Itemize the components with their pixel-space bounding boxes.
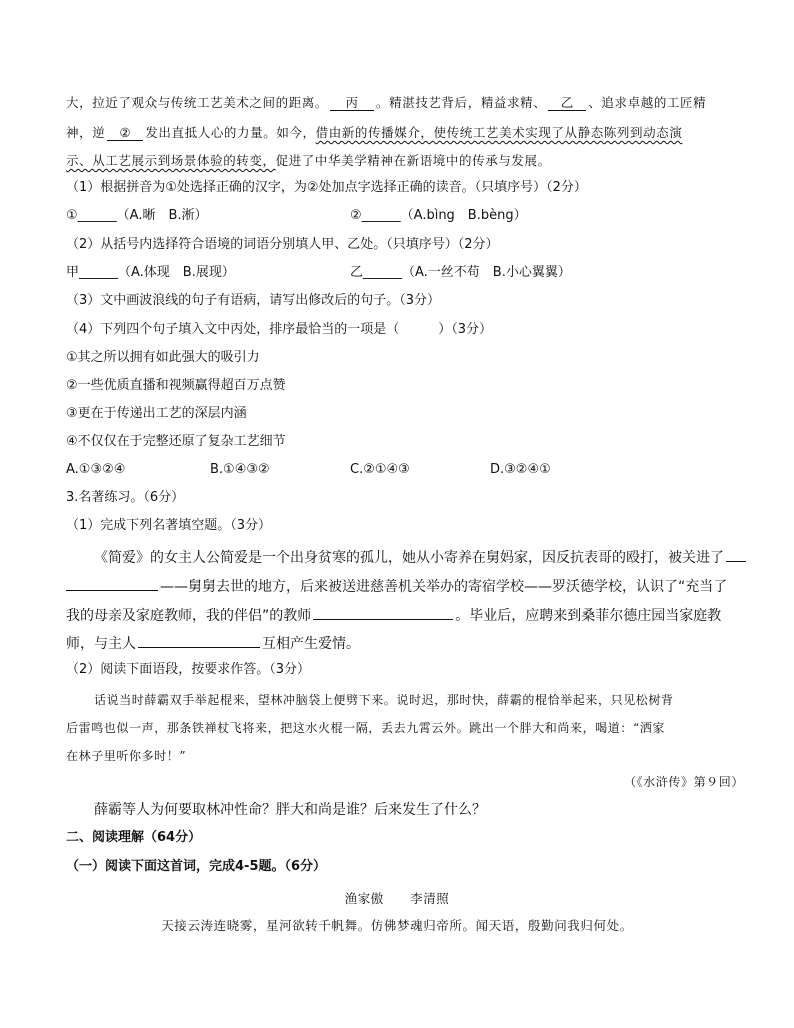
section-2-title: 二、阅读理解（64分） <box>66 830 202 845</box>
q3-title: 3.名著练习。（6分） <box>66 490 185 505</box>
fill-text: 《简爱》的女主人公简爱是一个出身贫寒的孤儿，她从小寄养在舅妈家，因反抗表哥的殴打，被关进了 <box>94 550 724 566</box>
fill-text: 师，与主人 <box>66 636 136 652</box>
blank-master[interactable] <box>138 647 260 648</box>
choice-c[interactable]: C.②①④③ <box>350 462 410 477</box>
section-2-sub-1: （一）阅读下面这首词，完成4-5题。（6分） <box>66 859 327 874</box>
q2-1-option-2[interactable]: ②______（A.bìng B.bèng） <box>350 208 527 223</box>
passage-text: 发出直抵人心的力量。如今， <box>145 125 316 140</box>
wavy-sentence-part1: 借由新的传播媒介，使传统工艺美术实现了从静态陈列到动态演 <box>315 125 683 140</box>
q3-1-title: （1）完成下列名著填空题。（3分） <box>66 518 272 533</box>
q2-2-option-2[interactable]: 乙______（A.一丝不苟 B.小心翼翼） <box>350 265 571 280</box>
passage-text: 神，逆 <box>66 125 106 140</box>
jane-eyre-line-2 <box>66 577 727 597</box>
passage-text: 促进了中华美学精神在新语境中的传承与发展。 <box>275 153 551 168</box>
blank-teacher[interactable] <box>313 619 453 620</box>
jane-eyre-line-4 <box>66 634 360 654</box>
fill-text: 互相产生爱情。 <box>262 636 360 652</box>
sentence-item: ③更在于传递出工艺的深层内涵 <box>66 406 247 421</box>
blank-bing[interactable]: 丙 <box>330 95 374 111</box>
sentence-item: ④不仅仅在于完整还原了复杂工艺细节 <box>66 434 286 449</box>
blank-2[interactable]: ② <box>107 125 143 141</box>
blank-room-start[interactable] <box>726 561 746 562</box>
jane-eyre-line-1 <box>94 548 748 568</box>
choice-d[interactable]: D.③②④① <box>490 462 551 477</box>
q2-1-title: （1）根据拼音为①处选择正确的汉字，为②处加点字选择正确的读音。（只填序号）（2分） <box>66 180 587 195</box>
q2-2-option-1[interactable]: 甲______（A.体现 B.展现） <box>66 265 235 280</box>
choice-a[interactable]: A.①③②④ <box>66 462 126 477</box>
q3-2-title: （2）阅读下面语段，按要求作答。（3分） <box>66 662 311 677</box>
fill-text: 。毕业后，应聘来到桑菲尔德庄园当家庭教 <box>455 608 722 624</box>
passage-line-2 <box>66 124 682 142</box>
blank-yi[interactable]: 乙 <box>548 95 586 111</box>
sentence-item: ②一些优质直播和视频赢得超百万点赞 <box>66 378 286 393</box>
quote-source: （《水浒传》第９回） <box>623 775 744 789</box>
choice-b[interactable]: B.①④③② <box>210 462 270 477</box>
fill-text: 我的母亲及家庭教师，我的伴侣”的教师 <box>66 608 312 624</box>
passage-line-3 <box>66 152 551 170</box>
wavy-sentence-part2: 示、从工艺展示到场景体验的转变， <box>66 153 276 168</box>
q2-2-title: （2）从括号内选择符合语境的词语分别填人甲、乙处。（只填序号）（2分） <box>66 237 499 252</box>
poem-line-1: 天接云涛连晓雾，星河欲转千帆舞。仿佛梦魂归帝所。闻天语，殷勤问我归何处。 <box>161 918 633 933</box>
passage-text: 。精湛技艺背后，精益求精、 <box>376 95 547 110</box>
q3-2-question: 薛霸等人为何要取林冲性命？胖大和尚是谁？后来发生了什么？ <box>94 802 486 818</box>
quote-line-1: 话说当时薛霸双手举起棍来，望林冲脑袋上便劈下来。说时迟，那时快，薛霸的棍恰举起来，只见松树背 <box>94 693 674 707</box>
quote-line-2: 后雷鸣也似一声，那条铁禅杖飞将来，把这水火棍一隔，丢去九霄云外。跳出一个胖大和尚来，喝道：“洒家 <box>66 721 665 735</box>
fill-text: ——舅舅去世的地方，后来被送进慈善机关举办的寄宿学校——罗沃德学校，认识了“充当了 <box>160 579 728 595</box>
jane-eyre-line-3 <box>66 606 721 626</box>
q2-1-option-1[interactable]: ①______（A.晰 B.淅） <box>66 208 208 223</box>
passage-line-1 <box>66 94 706 112</box>
passage-text: 、追求卓越的工匠精 <box>588 95 707 110</box>
q2-3-title: （3）文中画波浪线的句子有语病，请写出修改后的句子。（3分） <box>66 293 441 308</box>
poem-title: 渔家傲 李清照 <box>344 891 450 906</box>
quote-line-3: 在林子里听你多时！” <box>66 749 187 763</box>
q2-4-title: （4）下列四个句子填入文中丙处，排序最恰当的一项是（ ）（3分） <box>66 322 493 337</box>
passage-text: 大，拉近了观众与传统工艺美术之间的距离。 <box>66 95 329 110</box>
blank-room[interactable] <box>66 590 158 591</box>
sentence-item: ①其之所以拥有如此强大的吸引力 <box>66 350 260 365</box>
